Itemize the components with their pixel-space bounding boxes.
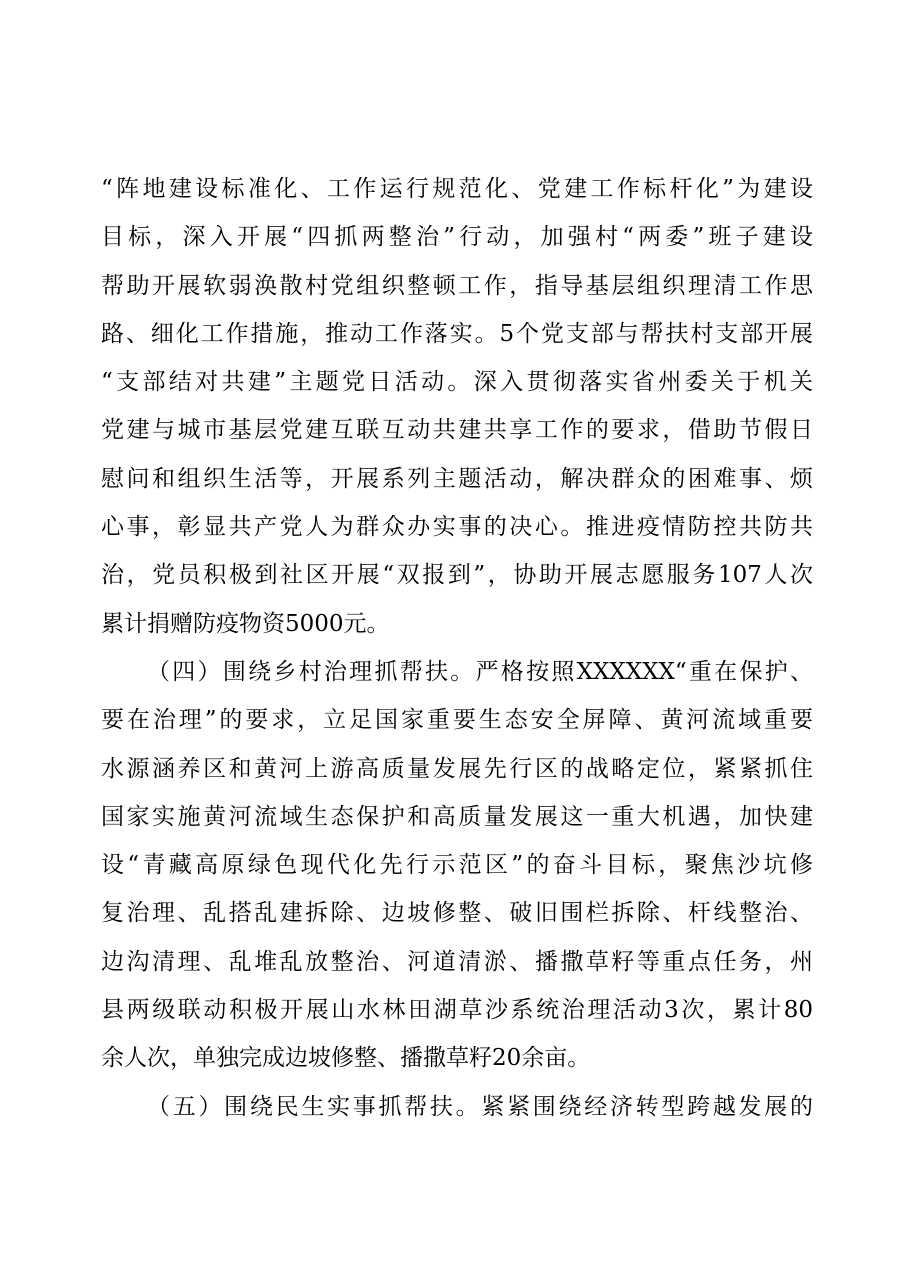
text-line: 目标，深入开展“四抓两整治”行动，加强村“两委”班子建设 (101, 224, 813, 251)
text-line: 余人次，单独完成边坡修整、播撒草籽20余亩。 (101, 1045, 591, 1072)
text-line: 设“青藏高原绿色现代化先行示范区”的奋斗目标，聚焦沙坑修 (101, 852, 813, 879)
text-line: 要在治理”的要求，立足国家重要生态安全屏障、黄河流域重要 (101, 707, 813, 734)
text-line: 复治理、乱搭乱建拆除、边坡修整、破旧围栏拆除、杆线整治、 (101, 900, 813, 927)
text-line: 水源涵养区和黄河上游高质量发展先行区的战略定位，紧紧抓住 (101, 755, 813, 782)
body-text (101, 165, 813, 1131)
text-line: 县两级联动积极开展山水林田湖草沙系统治理活动3次，累计80 (101, 997, 813, 1024)
text-line: 心事，彰显共产党人为群众办实事的决心。推进疫情防控共防共 (101, 514, 813, 541)
text-line: 党建与城市基层党建互联互动共建共享工作的要求，借助节假日 (101, 417, 813, 444)
text-line: 治，党员积极到社区开展“双报到”，协助开展志愿服务107人次 (101, 562, 813, 589)
section-heading-line: （四）围绕乡村治理抓帮扶。严格按照XXXXXX“重在保护、 (147, 658, 813, 685)
text-line: 国家实施黄河流域生态保护和高质量发展这一重大机遇，加快建 (101, 803, 813, 830)
text-line: 慰问和组织生活等，开展系列主题活动，解决群众的困难事、烦 (101, 465, 813, 492)
text-line: 边沟清理、乱堆乱放整治、河道清淤、播撒草籽等重点任务，州 (101, 948, 813, 975)
section-heading-line: （五）围绕民生实事抓帮扶。紧紧围绕经济转型跨越发展的 (147, 1093, 813, 1120)
text-line: 路、细化工作措施，推动工作落实。5个党支部与帮扶村支部开展 (101, 320, 813, 347)
text-line: 累计捐赠防疫物资5000元。 (101, 610, 390, 637)
text-line: “阵地建设标准化、工作运行规范化、党建工作标杆化”为建设 (101, 176, 813, 202)
text-line: 帮助开展软弱涣散村党组织整顿工作，指导基层组织理清工作思 (101, 272, 813, 299)
text-line: “支部结对共建”主题党日活动。深入贯彻落实省州委关于机关 (101, 369, 813, 396)
